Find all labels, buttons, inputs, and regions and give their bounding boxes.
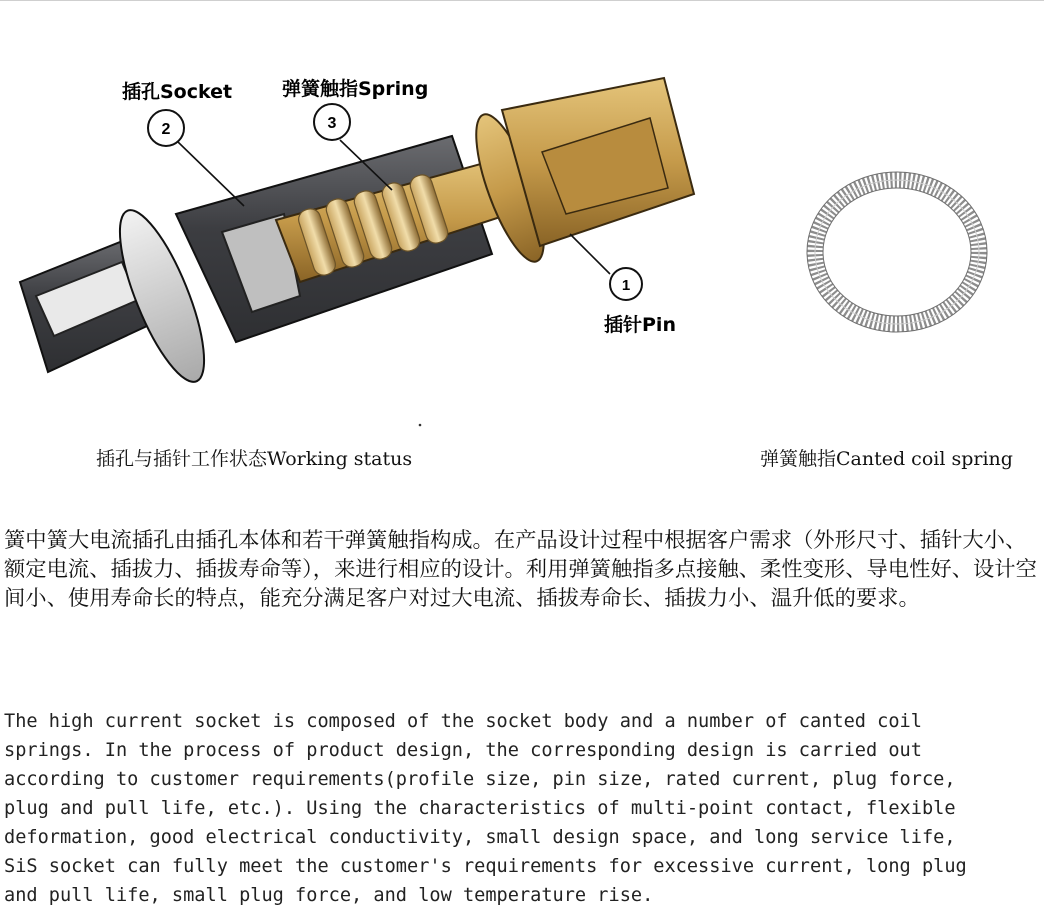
- socket-assembly-illustration: [0, 0, 1044, 440]
- socket-body: [20, 136, 492, 391]
- canted-coil-spring-ring: [807, 172, 987, 332]
- svg-text:2: 2: [161, 121, 171, 138]
- label-socket: 插孔Socket: [122, 81, 233, 103]
- label-spring: 弹簧触指Spring: [282, 78, 429, 100]
- svg-text:1: 1: [621, 277, 631, 294]
- callout-pin: [610, 268, 642, 300]
- caption-canted-coil-spring: 弹簧触指Canted coil spring: [760, 448, 1013, 470]
- caption-working-status: 插孔与插针工作状态Working status: [96, 448, 413, 470]
- callout-spring: [314, 104, 350, 140]
- label-pin: 插针Pin: [604, 314, 676, 336]
- callout-socket: [148, 110, 184, 146]
- stray-dot: [419, 424, 422, 427]
- description-english: The high current socket is composed of the socket body and a number of canted coil springs. In the process of product design, the corresponding design is carried out according to customer requirements(profile size, pin size, rated current, plug force, plug and pull life, etc.). Using the characteristics of multi-point contact, flexible deformation, good electrical conductivity, small design space, and long service life, SiS socket can fully meet the customer's requirements for excessive current, long plug and pull life, small plug force, and low temperature rise.: [4, 711, 967, 906]
- description-chinese: 簧中簧大电流插孔由插孔本体和若干弹簧触指构成。在产品设计过程中根据客户需求（外形尺寸、插针大小、额定电流、插拔力、插拔寿命等），来进行相应的设计。利用弹簧触指多点接触、柔性变形、导电性好、设计空间小、使用寿命长的特点，能充分满足客户对过大电流、插拔寿命长、插拔力小、温升低的要求。: [4, 528, 1037, 611]
- svg-text:3: 3: [327, 115, 337, 132]
